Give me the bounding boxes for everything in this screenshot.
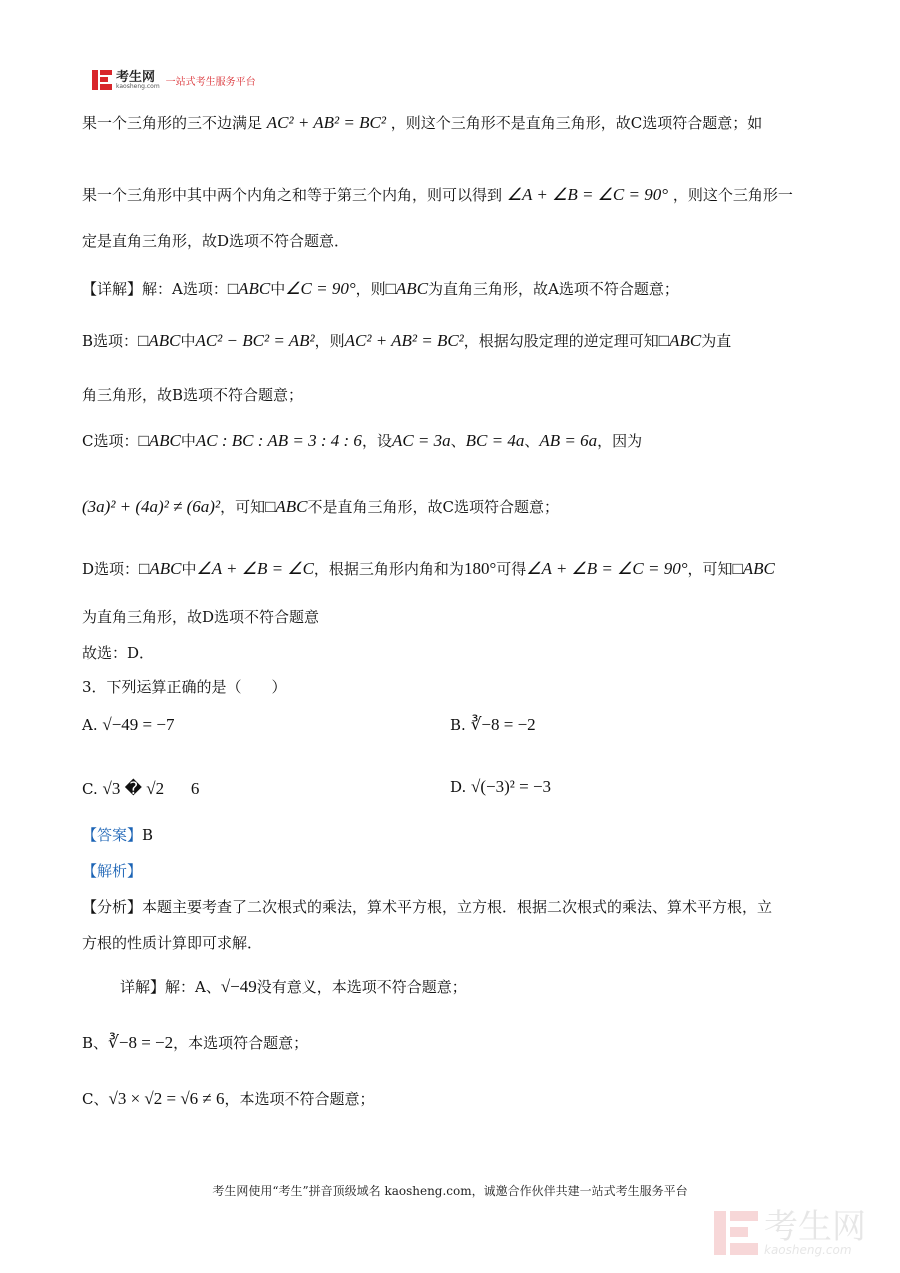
text: 角三角形，故: [82, 386, 173, 404]
formula: √(−3)² = −3: [471, 777, 552, 796]
text: 、: [524, 432, 540, 450]
text: B、: [82, 1034, 109, 1052]
formula: AC : BC : AB = 3 : 4 : 6: [195, 431, 362, 450]
formula: AC = 3a: [391, 431, 451, 450]
text: D: [202, 608, 215, 626]
question-3: 3．下列运算正确的是（ ）: [82, 678, 287, 696]
text: ，本选项不符合题意；: [224, 1090, 375, 1108]
logo-slogan: 一站式考生服务平台: [165, 76, 256, 88]
formula: ∛−8 = −2: [108, 1033, 174, 1052]
text: ，则这个三角形一: [672, 186, 793, 204]
text: 选项：: [182, 280, 228, 298]
option-c[interactable]: [82, 778, 199, 800]
text-line-7: [82, 430, 642, 452]
formula: AC² − BC² = AB²: [195, 331, 315, 350]
text-line-4: [82, 278, 679, 300]
text: 可得: [496, 560, 527, 578]
text: 果一个三角形的三不边满足: [82, 114, 263, 132]
formula: □ABC: [732, 559, 775, 578]
detail-line-a: [120, 976, 467, 998]
text: ，可知: [687, 560, 733, 578]
text: ，则: [355, 280, 386, 298]
formula: BC = 4a: [465, 431, 525, 450]
formula: √−49: [220, 977, 257, 996]
formula: □ABC: [138, 331, 181, 350]
answer-tag: 【答案】: [82, 826, 143, 844]
answer-choice-line: 故选：D．: [82, 644, 155, 662]
text: 选项：: [93, 432, 139, 450]
text-line-5: [82, 330, 731, 352]
formula: ∛−8 = −2: [470, 715, 536, 734]
formula: ∠A + ∠B = ∠C = 90°: [506, 185, 669, 204]
text: 中: [180, 332, 196, 350]
text: 中: [180, 432, 196, 450]
text: 为直角三角形，故: [428, 280, 549, 298]
text: 选项不符合题意；: [183, 386, 304, 404]
page-footer: 考生网使用“考生”拼音顶级域名 kaosheng.com，诚邀合作伙伴共建一站式考生服务平台: [212, 1184, 688, 1198]
option-a[interactable]: [82, 714, 174, 736]
formula: ∠A + ∠B = ∠C: [196, 559, 314, 578]
text: C: [630, 114, 643, 132]
formula: AC² + AB² = BC²: [266, 113, 386, 132]
text: 、: [450, 432, 466, 450]
analysis-line-1: 【分析】本题主要考查了二次根式的乘法，算术平方根，立方根．根据二次根式的乘法、算术平方根，立: [82, 898, 773, 916]
text: 选项不符合题意: [214, 608, 320, 626]
text: D: [82, 560, 95, 578]
text: 选项：: [93, 332, 139, 350]
text: C: [82, 432, 94, 450]
text: 为直角三角形，故: [82, 608, 203, 626]
text: ，根据勾股定理的逆定理可知: [463, 332, 659, 350]
formula: √3 � √2: [102, 779, 165, 798]
text-line-6: [82, 386, 303, 406]
text: C、: [82, 1090, 109, 1108]
option-b[interactable]: [450, 714, 536, 736]
formula: √3 × √2 = √6 ≠ 6: [108, 1089, 225, 1108]
option-label: A.: [82, 716, 98, 734]
option-label: D.: [450, 778, 467, 796]
detail-line-c: [82, 1088, 375, 1110]
text: ，可知: [220, 498, 266, 516]
text: 【详解】解：: [82, 280, 173, 298]
formula: AC² + AB² = BC²: [344, 331, 464, 350]
text: ，则: [314, 332, 345, 350]
formula: □ABC: [139, 559, 182, 578]
option-label: C.: [82, 780, 98, 798]
text: 中: [181, 560, 197, 578]
option-label: B.: [450, 716, 466, 734]
text-line-10: [82, 608, 319, 628]
text: A: [548, 280, 559, 298]
watermark-sub: kaosheng.com: [764, 1243, 852, 1257]
option-d[interactable]: [450, 776, 551, 798]
formula: □ABC: [385, 279, 429, 298]
text: 选项：: [94, 560, 140, 578]
text: ，根据三角形内角和为: [313, 560, 464, 578]
text: 详解】解：A、: [120, 978, 221, 996]
text-line-3: [82, 232, 349, 252]
detail-line-b: [82, 1032, 308, 1054]
formula: √−49 = −7: [102, 715, 175, 734]
text: ，因为: [597, 432, 643, 450]
answer-value: B: [142, 826, 154, 844]
text: 选项不符合题意．: [229, 232, 350, 250]
text: 果一个三角形中其中两个内角之和等于第三个内角，则可以得到: [82, 186, 503, 204]
text: B: [82, 332, 94, 350]
text: ，设: [361, 432, 392, 450]
text-line-8: [82, 496, 559, 518]
site-logo[interactable]: [92, 70, 256, 90]
text: ，则这个三角形不是直角三角形，故: [390, 114, 631, 132]
analysis-line-2: 方根的性质计算即可求解．: [82, 934, 263, 952]
formula: □ABC: [658, 331, 702, 350]
formula: ∠C = 90°: [285, 279, 356, 298]
text: 选项不符合题意；: [558, 280, 679, 298]
watermark-logo-icon: [714, 1211, 758, 1255]
watermark-title: 考生网: [764, 1207, 866, 1247]
analysis-tag: 【解析】: [82, 862, 143, 880]
answer-line: [82, 826, 153, 846]
formula: (3a)² + (4a)² ≠ (6a)²: [82, 497, 221, 516]
formula: □ABC: [265, 497, 308, 516]
text: 定是直角三角形，故: [82, 232, 218, 250]
text-line-2: [82, 184, 793, 206]
text: C: [442, 498, 454, 516]
formula: □ABC: [227, 279, 271, 298]
text: B: [172, 386, 184, 404]
text-line-1: [82, 112, 762, 134]
formula: ∠A + ∠B = ∠C = 90°: [526, 559, 688, 578]
formula: 180°: [463, 559, 497, 578]
text: ，本选项符合题意；: [173, 1034, 309, 1052]
text: 不是直角三角形，故: [307, 498, 443, 516]
text: D: [217, 232, 230, 250]
watermark: [714, 1207, 866, 1257]
formula: AB = 6a: [539, 431, 598, 450]
formula: 6: [190, 779, 200, 798]
logo-sub: kaosheng.com: [116, 82, 160, 90]
text-line-9: [82, 558, 775, 580]
text: 为直: [701, 332, 732, 350]
text: 选项符合题意；: [453, 498, 559, 516]
formula: □ABC: [138, 431, 181, 450]
text: A: [172, 280, 183, 298]
text: 没有意义，本选项不符合题意；: [256, 978, 467, 996]
text: 选项符合题意；如: [642, 114, 763, 132]
logo-icon: [92, 70, 112, 90]
logo-title: 考生网: [116, 69, 156, 85]
text: 中: [270, 280, 286, 298]
